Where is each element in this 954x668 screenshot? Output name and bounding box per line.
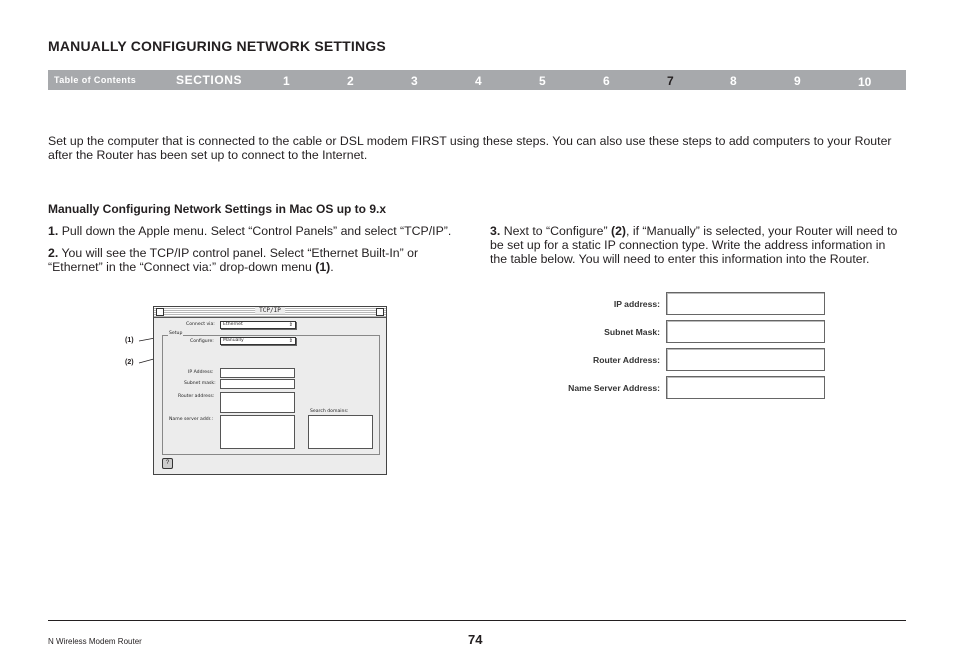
table-of-contents-link[interactable]: Table of Contents: [54, 75, 137, 85]
section-link-6[interactable]: 6: [603, 74, 610, 88]
router-address-field[interactable]: [220, 392, 295, 413]
callout-1: (1): [125, 337, 134, 344]
connect-via-dropdown[interactable]: [220, 321, 296, 329]
section-link-7-active[interactable]: 7: [667, 74, 674, 88]
subnet-mask-row-label: Subnet Mask:: [604, 327, 660, 337]
section-link-4[interactable]: 4: [475, 74, 482, 88]
step-ref: (1): [315, 260, 331, 274]
ip-address-entry[interactable]: [666, 292, 825, 315]
close-box-icon[interactable]: [156, 308, 164, 316]
name-server-entry[interactable]: [666, 376, 825, 399]
popup-arrow-icon: ⇕: [288, 338, 293, 344]
search-domains-label: Search domains:: [310, 409, 349, 414]
section-link-1[interactable]: 1: [283, 74, 290, 88]
section-link-10[interactable]: 10: [858, 75, 872, 89]
ip-address-label: IP Address:: [188, 370, 214, 375]
configure-dropdown[interactable]: [220, 337, 296, 345]
configure-value: Manually: [223, 338, 244, 343]
step-text: Pull down the Apple menu. Select “Control Panels” and select “TCP/IP”.: [61, 224, 452, 238]
page-title: MANUALLY CONFIGURING NETWORK SETTINGS: [48, 38, 386, 54]
section-link-9[interactable]: 9: [794, 74, 801, 88]
connect-via-label: Connect via:: [186, 322, 215, 327]
connect-via-value: Ethernet: [223, 322, 243, 327]
step-text-end: .: [330, 260, 334, 274]
router-address-row-label: Router Address:: [592, 355, 660, 365]
router-address-label: Router address:: [178, 394, 215, 399]
window-title-bar[interactable]: [154, 307, 386, 318]
name-server-label: Name server addr.:: [169, 417, 214, 422]
step-text-end: , if “Manually” is selected, your Router will need to be set up for a static IP connection type. Write the address information in the table below. You will need to enter this information into the Router.: [490, 224, 898, 266]
intro-paragraph: Set up the computer that is connected to the cable or DSL modem FIRST using these steps. You can also use these steps to add computers to your Router after the Router has been set up to connect to the Internet.: [48, 134, 892, 162]
step-text: You will see the TCP/IP control panel. Select “Ethernet Built-In” or “Ethernet” in the “Connect via:” drop-down menu: [48, 246, 419, 274]
ip-address-row-label: IP address:: [613, 299, 660, 309]
step-number: 2.: [48, 246, 59, 260]
section-link-5[interactable]: 5: [539, 74, 546, 88]
sections-label: SECTIONS: [176, 73, 243, 87]
footer-product-name: N Wireless Modem Router: [48, 637, 142, 646]
configure-label: Configure:: [190, 339, 214, 344]
zoom-box-icon[interactable]: [376, 308, 384, 316]
subheading: Manually Configuring Network Settings in Mac OS up to 9.x: [48, 202, 387, 216]
step-ref: (2): [611, 224, 627, 238]
window-title: TCP/IP: [255, 307, 285, 314]
step-number: 1.: [48, 224, 59, 238]
popup-arrow-icon: ⇕: [288, 322, 293, 328]
page-number: 74: [468, 632, 483, 647]
name-server-row-label: Name Server Address:: [568, 383, 660, 393]
step-text: Next to “Configure”: [503, 224, 611, 238]
section-link-3[interactable]: 3: [411, 74, 418, 88]
setup-label: Setup: [169, 331, 183, 336]
section-link-2[interactable]: 2: [347, 74, 354, 88]
tcpip-control-panel-window: [153, 306, 387, 475]
callout-2: (2): [125, 359, 134, 366]
section-link-8[interactable]: 8: [730, 74, 737, 88]
help-button-icon[interactable]: ?: [162, 458, 173, 469]
step-number: 3.: [490, 224, 501, 238]
search-domains-field[interactable]: [308, 415, 373, 449]
subnet-mask-label: Subnet mask:: [184, 381, 216, 386]
subnet-mask-field[interactable]: [220, 379, 295, 389]
router-address-entry[interactable]: [666, 348, 825, 371]
name-server-field[interactable]: [220, 415, 295, 449]
footer-divider: [48, 620, 906, 621]
ip-address-field[interactable]: [220, 368, 295, 378]
subnet-mask-entry[interactable]: [666, 320, 825, 343]
